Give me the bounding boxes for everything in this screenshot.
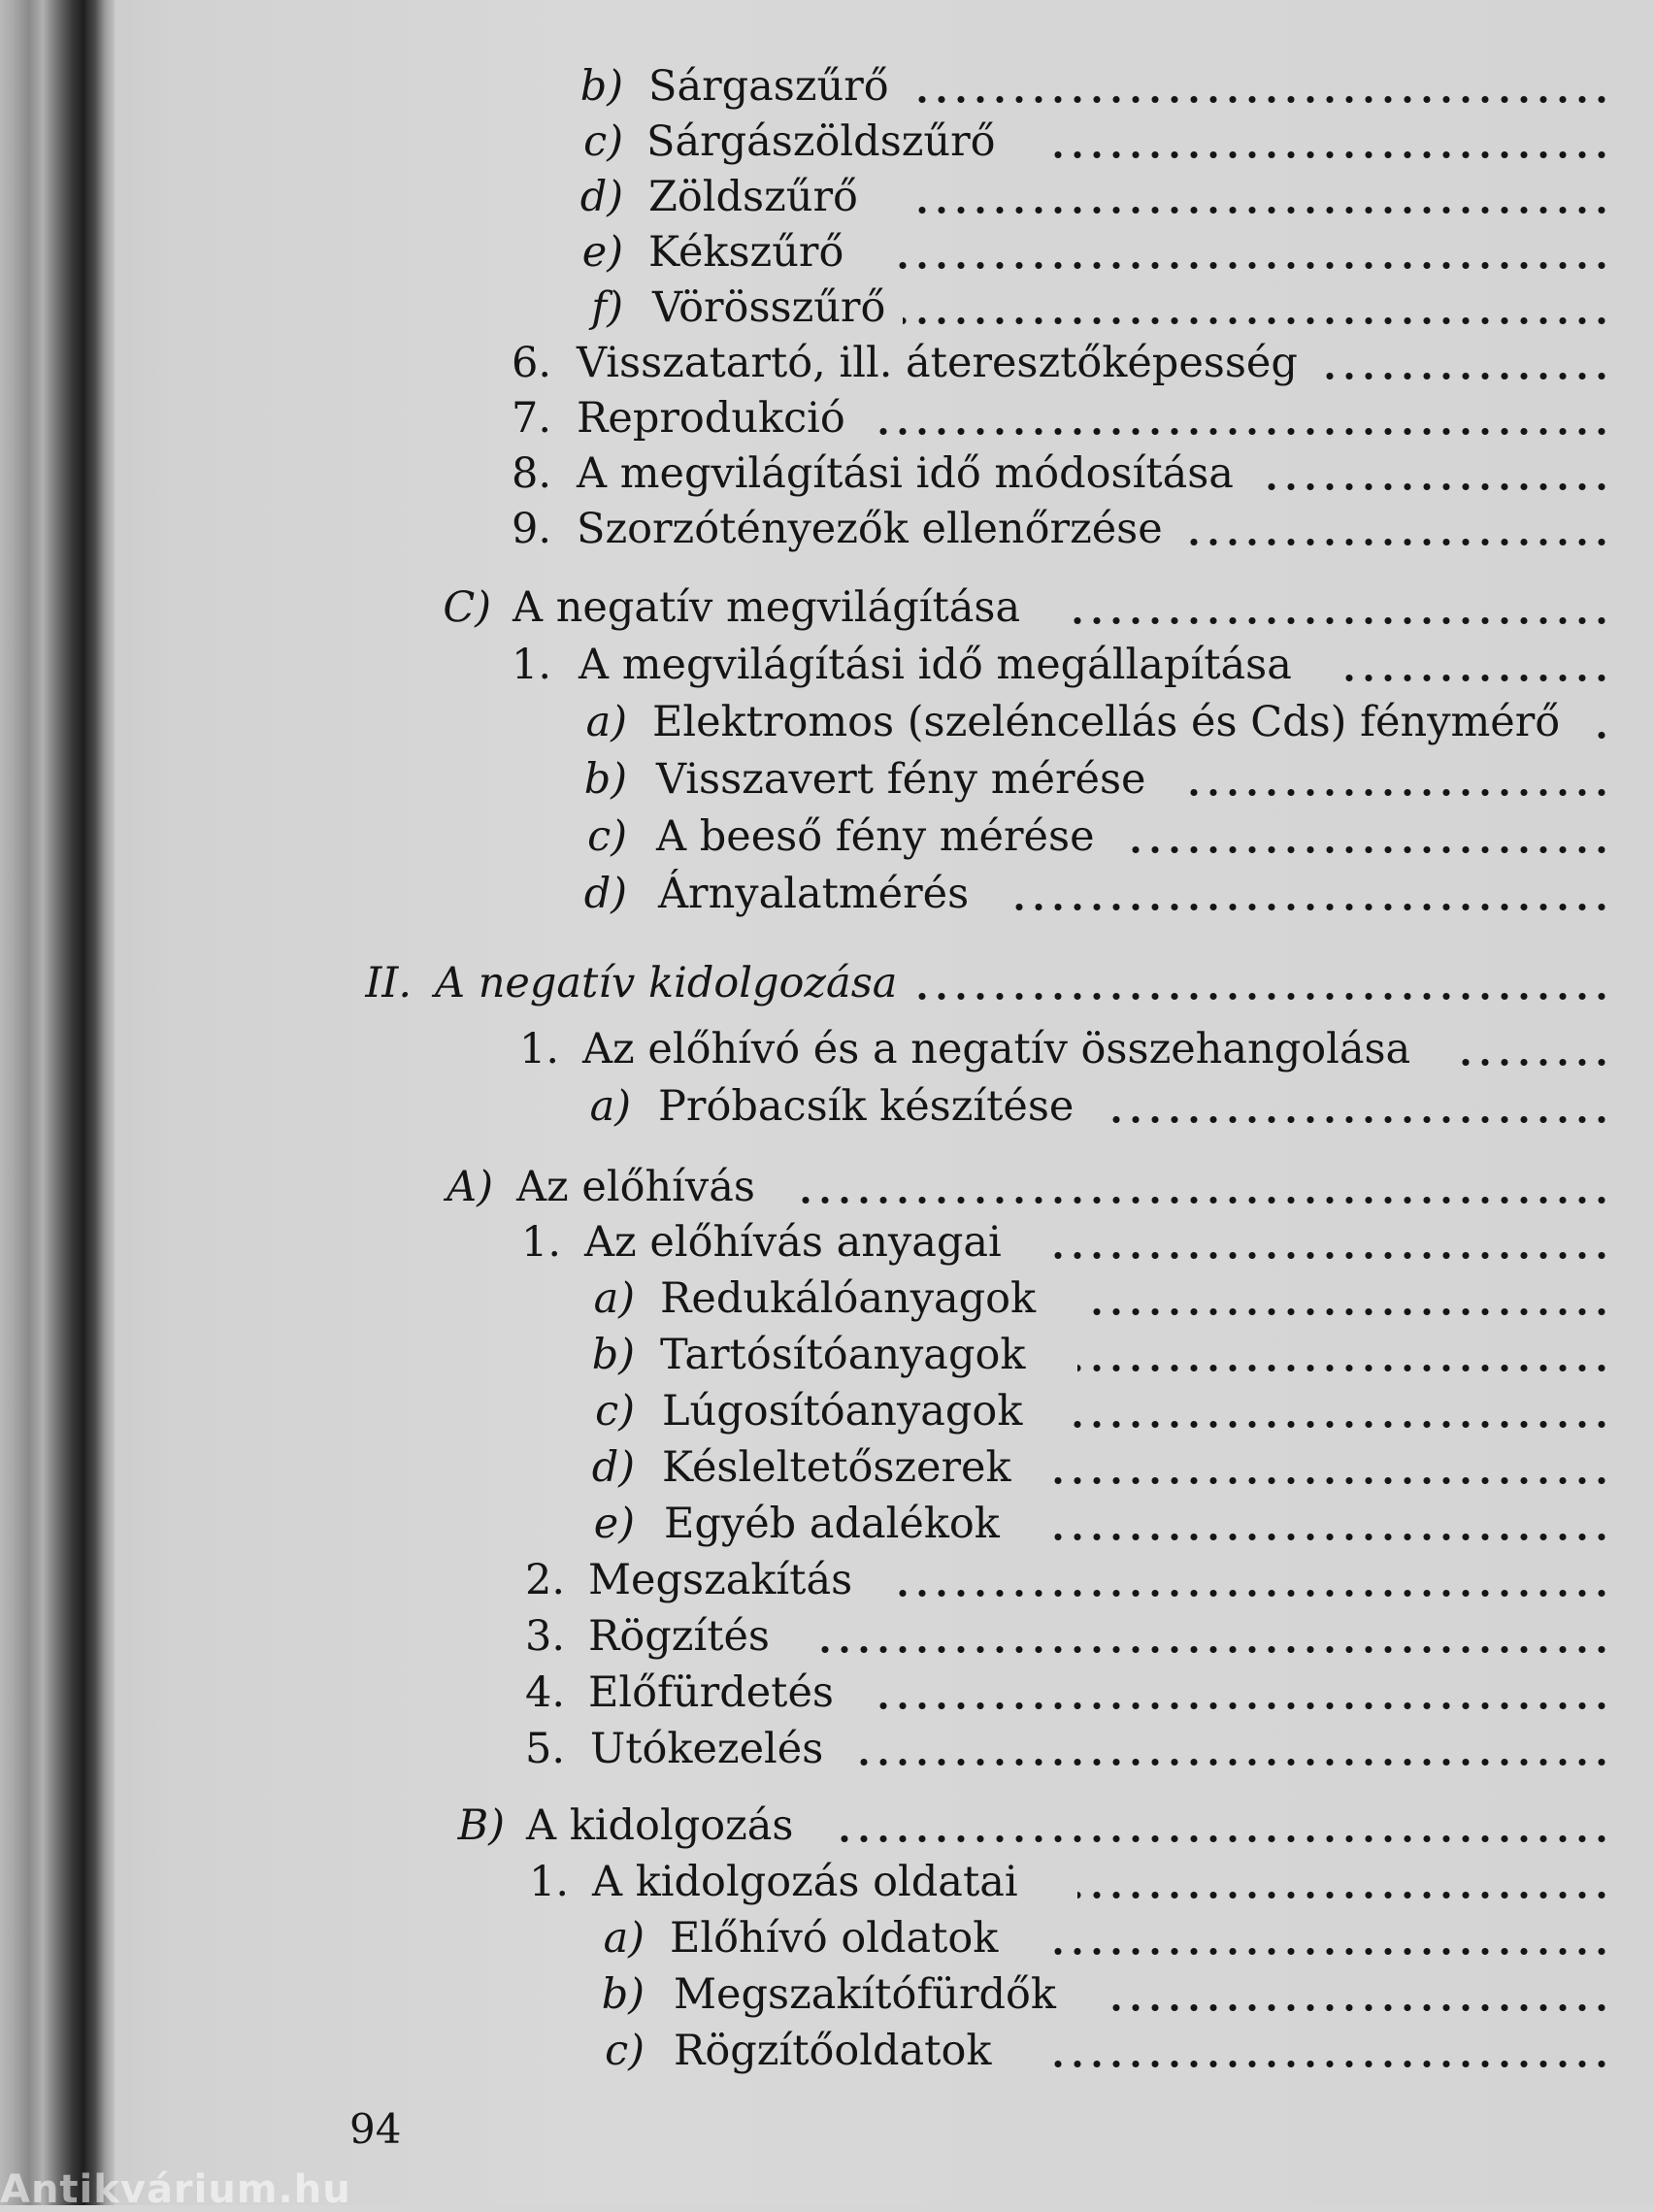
toc-entry-title: Előhívó oldatok <box>670 1914 999 1963</box>
page-number: 94 <box>349 2105 402 2153</box>
toc-entry-title: Tartósítóanyagok <box>660 1331 1026 1379</box>
watermark: Antikvárium.hu <box>0 2167 351 2212</box>
toc-entry-title: Az előhívás anyagai <box>584 1218 1002 1267</box>
toc-entry-number: d) <box>579 173 623 221</box>
toc-entry-title: Sárgaszűrő <box>648 62 889 111</box>
dot-leader <box>1048 1533 1611 1541</box>
toc-entry-number: e) <box>581 228 623 277</box>
dot-leader <box>874 1701 1611 1710</box>
toc-entry <box>0 1214 1654 1271</box>
toc-entry <box>0 1327 1654 1383</box>
dot-leader <box>1068 1420 1611 1429</box>
dot-leader <box>1184 538 1611 546</box>
dot-leader <box>1077 1364 1611 1372</box>
toc-entry <box>0 1439 1654 1496</box>
toc-entry-number: 3. <box>524 1612 565 1661</box>
toc-entry-number: b) <box>583 755 627 804</box>
toc-entry <box>0 1966 1654 2023</box>
toc-entry-title: Előfürdetés <box>588 1668 834 1717</box>
toc-entry-title: A kidolgozás <box>526 1801 794 1850</box>
toc-entry-number: 8. <box>511 449 551 498</box>
toc-entry-title: Elektromos (szeléncellás és Cds) fénymérő <box>652 698 1561 746</box>
toc-entry-number: a) <box>589 1082 631 1131</box>
toc-entry-number: d) <box>583 870 627 918</box>
dot-leader <box>1126 845 1611 854</box>
toc-entry <box>0 1910 1654 1966</box>
toc-entry-number: a) <box>585 698 627 746</box>
dot-leader <box>1048 1251 1611 1260</box>
toc-entry-title: Visszatartó, ill. áteresztőképesség <box>577 339 1298 387</box>
toc-entry-title: Lúgosítóanyagok <box>662 1387 1023 1436</box>
toc-entry <box>0 169 1654 225</box>
dot-leader <box>893 261 1611 270</box>
dot-leader <box>1592 731 1611 740</box>
dot-leader <box>1262 482 1611 491</box>
toc-entry-title: Zöldszűrő <box>648 173 858 221</box>
toc-entry-number: A) <box>447 1163 493 1211</box>
toc-entry-title: Az előhívó és a negatív összehangolása <box>582 1025 1411 1073</box>
dot-leader <box>1184 788 1611 797</box>
toc-entry <box>0 224 1654 281</box>
toc-entry-title: A beeső fény mérése <box>656 812 1095 861</box>
toc-entry <box>0 58 1654 115</box>
toc-entry-number: 2. <box>524 1556 565 1604</box>
dot-leader <box>854 1758 1611 1766</box>
toc-entry-title: Megszakítófürdők <box>674 1970 1056 2019</box>
toc-entry-number: c) <box>583 117 623 166</box>
toc-entry-title: Szorzótényezők ellenőrzése <box>577 505 1163 553</box>
toc-entry-title: Próbacsík készítése <box>658 1082 1075 1131</box>
toc-entry-number: a) <box>603 1914 645 1963</box>
toc-entry <box>0 390 1654 446</box>
toc-entry-title: Késleltetőszerek <box>662 1443 1011 1492</box>
toc-entry-title: A kidolgozás oldatai <box>592 1858 1018 1906</box>
dot-leader <box>1068 616 1611 625</box>
toc-entry <box>0 2023 1654 2079</box>
toc-entry-number: d) <box>591 1443 635 1492</box>
toc-entry <box>0 501 1654 557</box>
toc-section-heading <box>0 1159 1654 1215</box>
toc-entry <box>0 1608 1654 1665</box>
dot-leader <box>1107 1115 1611 1124</box>
toc-entry <box>0 1271 1654 1327</box>
toc-entry <box>0 866 1654 922</box>
toc-entry-number: 6. <box>511 339 551 387</box>
dot-leader <box>893 1589 1611 1598</box>
toc-entry-number: c) <box>595 1387 635 1436</box>
dot-leader <box>1320 372 1611 380</box>
toc-entry-number: II. <box>365 959 412 1007</box>
toc-entry-number: c) <box>587 812 627 861</box>
toc-entry <box>0 1496 1654 1552</box>
toc-entry-number: b) <box>579 62 623 111</box>
toc-entry <box>0 280 1654 336</box>
toc-entry-title: Vörösszűrő <box>652 283 886 332</box>
toc-entry-title: Reprodukció <box>577 394 845 443</box>
toc-entry-title: Rögzítőoldatok <box>674 2027 992 2075</box>
dot-leader <box>835 1834 1611 1843</box>
dot-leader <box>912 206 1611 215</box>
toc-entry <box>0 637 1654 693</box>
toc-entry <box>0 446 1654 502</box>
toc-entry-title: A negatív kidolgozása <box>435 959 898 1007</box>
dot-leader <box>1107 2003 1611 2012</box>
toc-entry-title: A megvilágítási idő módosítása <box>577 449 1234 498</box>
dot-leader <box>1340 674 1611 682</box>
toc-entry-number: B) <box>457 1801 505 1850</box>
dot-leader <box>1048 1476 1611 1485</box>
toc-entry-number: b) <box>591 1331 635 1379</box>
toc-entry-title: Sárgászöldszűrő <box>646 117 996 166</box>
dot-leader <box>1456 1058 1611 1067</box>
toc-entry-number: a) <box>593 1274 635 1323</box>
toc-entry-title: A megvilágítási idő megállapítása <box>579 641 1292 689</box>
dot-leader <box>1077 1891 1611 1899</box>
toc-section-heading <box>0 579 1654 636</box>
toc-entry <box>0 335 1654 391</box>
toc-entry-title: Visszavert fény mérése <box>656 755 1146 804</box>
toc-section-heading <box>0 1798 1654 1854</box>
toc-chapter-heading <box>0 955 1654 1011</box>
toc-entry-title: Megszakítás <box>588 1556 853 1604</box>
toc-entry-title: Redukálóanyagok <box>660 1274 1037 1323</box>
dot-leader <box>903 316 1611 325</box>
dot-leader <box>1048 150 1611 159</box>
toc-entry <box>0 1552 1654 1608</box>
toc-entry <box>0 1383 1654 1439</box>
toc-entry <box>0 809 1654 865</box>
toc-entry-title: Kékszűrő <box>648 228 844 277</box>
toc-entry-title: Rögzítés <box>588 1612 770 1661</box>
toc-entry-number: 4. <box>524 1668 565 1717</box>
toc-entry-number: e) <box>593 1500 635 1548</box>
toc-entry <box>0 1721 1654 1777</box>
toc-entry-number: 9. <box>511 505 551 553</box>
toc-entry-title: Az előhívás <box>516 1163 755 1211</box>
toc-entry-number: f) <box>591 283 623 332</box>
toc-entry-number: 1. <box>528 1858 569 1906</box>
toc-entry-number: c) <box>605 2027 645 2075</box>
toc-entry <box>0 1078 1654 1135</box>
toc-entry-number: 1. <box>520 1218 561 1267</box>
toc-entry <box>0 694 1654 750</box>
dot-leader <box>874 427 1611 436</box>
toc-entry-number: b) <box>601 1970 645 2019</box>
dot-leader <box>914 992 1611 1001</box>
dot-leader <box>796 1196 1611 1205</box>
toc-entry-number: 7. <box>511 394 551 443</box>
toc-entry-title: Utókezelés <box>590 1725 824 1773</box>
toc-entry-title: Árnyalatmérés <box>658 870 970 918</box>
toc-entry-number: C) <box>443 583 491 632</box>
dot-leader <box>1048 2060 1611 2068</box>
dot-leader <box>912 95 1611 104</box>
dot-leader <box>1048 1947 1611 1956</box>
toc-entry-number: 1. <box>518 1025 559 1073</box>
toc-entry <box>0 751 1654 808</box>
toc-entry-title: A negatív megvilágítása <box>513 583 1021 632</box>
dot-leader <box>815 1645 1611 1654</box>
toc-entry-number: 5. <box>524 1725 565 1773</box>
dot-leader <box>1087 1307 1611 1316</box>
toc-entry-title: Egyéb adalékok <box>664 1500 1000 1548</box>
dot-leader <box>1009 903 1611 911</box>
toc-entry <box>0 1665 1654 1721</box>
toc-entry <box>0 1854 1654 1910</box>
toc-entry-number: 1. <box>511 641 551 689</box>
toc-entry <box>0 114 1654 170</box>
toc-entry <box>0 1021 1654 1077</box>
